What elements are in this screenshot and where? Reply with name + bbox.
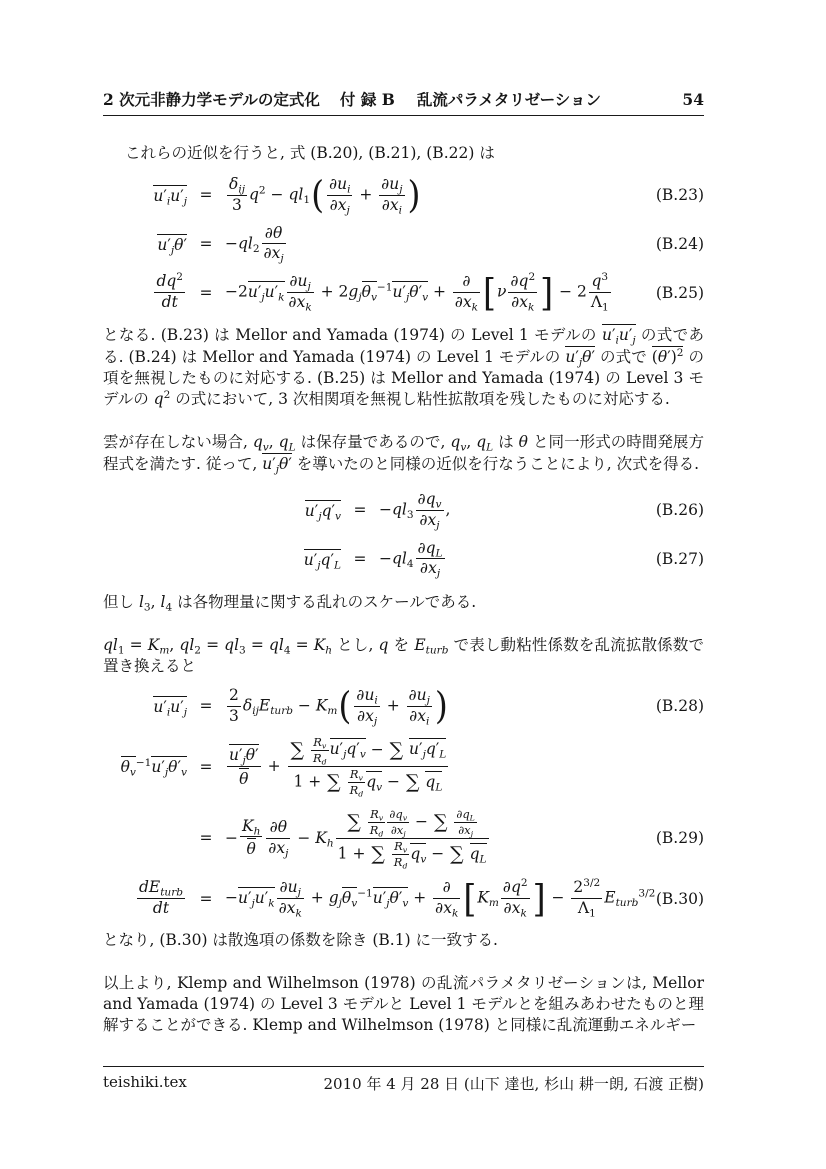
header-section-title: 2 次元非静力学モデルの定式化 xyxy=(103,90,320,109)
page-header xyxy=(103,0,704,116)
equation-rhs: $-ql_2$ $\frac{\partial\theta}{\partial x_j}$ xyxy=(225,223,284,266)
equation-relation: = xyxy=(199,186,213,205)
equation-lhs: $u'_jq'_v$ xyxy=(304,501,341,523)
equation-rhs: − $\frac{K_h}{\theta}$ $\frac{\partial\theta}{\partial x_j}$ − $K_h$ ∑ $\frac{R_v}{R_d}$ $\frac{\partial q_v}{\partial x_j}$ − ∑ $\frac{\partial q_L}{\partial x_j}$ 1 + ∑ $\frac{R_v}{R_d}$ $q_v$ − ∑ $q_L$ xyxy=(225,806,487,871)
equation-tag: (B.23) xyxy=(655,186,704,205)
equation-lhs: $dE_{turb}$ dt xyxy=(138,878,183,918)
paragraph-no-cloud: 雲が存在しない場合, $q_v$, $q_L$ は保存量であるので, $q_v$, $q_L$ は θ と同一形式の時間発展方程式を満たす. 従って, $u'_j\theta'$ を導いたのと同様の近似を行なうことにより, 次式を得る. xyxy=(103,432,704,476)
equation-rhs: $\frac{u'_j\theta'}{\theta}$ + ∑ $\frac{R_v}{R_d}$ $u'_jq'_v$ − ∑ $u'_jq'_L$ 1 + ∑ $\frac{R_v}{R_d}$ $q_v$ − ∑ $q_L$ xyxy=(229,734,447,800)
equation-rhs: $\frac{2}{3}$ $\delta_{ij}E_{turb} - K_m$( $\frac{\partial u_i}{\partial x_j}$ + $\frac{\partial u_j}{\partial x_i}$ ) xyxy=(229,684,448,728)
footer-date-authors: 2010 年 4 月 28 日 (山下 達也, 杉山 耕一朗, 石渡 正樹) xyxy=(323,1075,704,1093)
header-appendix-label: 付 録 B xyxy=(339,90,395,109)
page-content xyxy=(103,0,704,1036)
paragraph-substitution: $ql_1 = K_m$, $ql_2 = ql_3 = ql_4 = K_h$ とし, q を $E_{turb}$ で表し動粘性係数を乱流拡散係数で置き換えると xyxy=(103,636,705,676)
equation-rhs: $-u'_ju'_k$ $\frac{\partial u_j}{\partial x_k}$ + $g_j\theta_v^{-1}u'_j\theta'_v$ + ∂ $\partial x_k$ [$K_m$ $\frac{\partial q^2}{\partial x_k}$ ] − $\frac{2^{3/2}}{\Lambda_1}$ $E_{turb}^{3/2}$ xyxy=(225,876,656,920)
equation-relation: = xyxy=(199,234,213,253)
equation-relation: = xyxy=(199,283,213,302)
equation-lhs: $u'_jq'_L$ xyxy=(303,550,341,572)
equation-tag: (B.28) xyxy=(655,697,704,716)
equation-rhs: $-2u'_ju'_k$ $\frac{\partial u_j}{\partial x_k}$ + $2g_j\theta_v^{-1}u'_j\theta'_v$ + ∂ $\partial x_k$ [ν $\frac{\partial q^2}{\partial x_k}$ ] − 2 $\frac{q^3}{\Lambda_1}$ xyxy=(225,270,609,314)
equation-lhs: $\frac{dq^2}{dt}$ xyxy=(156,271,183,312)
header-chapter-title: 乱流パラメタリゼーション xyxy=(416,90,601,109)
paragraph-scale-note: 但し $l_3$, $l_4$ は各物理量に関する乱れのスケールである. xyxy=(103,593,477,614)
equation-lhs: $u'_j\theta'$ xyxy=(157,235,187,257)
equation-tag: (B.26) xyxy=(655,501,704,520)
equation-block-1 xyxy=(103,172,704,314)
equation-tag: (B.30) xyxy=(655,889,704,908)
paragraph-dissipation-note: となり, (B.30) は散逸項の係数を除き (B.1) に一致する. xyxy=(103,930,498,949)
equation-relation: = xyxy=(199,829,213,848)
equation-tag: (B.27) xyxy=(655,549,704,568)
equation-lhs: $u'_iu'_j$ xyxy=(153,698,187,719)
equation-relation: = xyxy=(353,549,367,568)
equation-tag: (B.24) xyxy=(655,234,704,253)
equation-block-3 xyxy=(103,684,704,920)
paragraph-intro: これらの近似を行うと, 式 (B.20), (B.21), (B.22) は xyxy=(125,144,495,162)
equation-tag: (B.25) xyxy=(655,283,704,302)
equation-block-2 xyxy=(103,491,704,578)
equation-relation: = xyxy=(199,889,213,908)
page-footer xyxy=(103,1066,704,1094)
equation-relation: = xyxy=(353,501,367,520)
paragraph-conclusion: 以上より, Klemp and Wilhelmson (1978) の乱流パラメタリゼーションは, Mellor and Yamada (1974) の Level 3 モデルと Level 1 モデルとを組みあわせたものと理解することができる. Klemp and Wilhelmson (1978) と同様に乱流運動エネルギー xyxy=(103,973,704,1034)
equation-tag: (B.29) xyxy=(655,829,704,848)
footer-filename: teishiki.tex xyxy=(103,1073,187,1091)
equation-lhs: $u'_iu'_j$ xyxy=(153,187,187,208)
equation-rhs: $-ql_3$ $\frac{\partial q_v}{\partial x_j}$ , xyxy=(379,489,451,532)
equation-relation: = xyxy=(199,697,213,716)
equation-rhs: $\delta_{ij}$ 3 $q^2 - ql_1$( $\frac{\partial u_i}{\partial x_j}$ + $\frac{\partial u_j}{\partial x_i}$ ) xyxy=(229,172,421,217)
equation-lhs: $\theta_v^{-1}u'_j\theta'_v$ xyxy=(120,757,187,780)
equation-rhs: $-ql_4$ $\frac{\partial q_L}{\partial x_j}$ xyxy=(379,538,443,580)
equation-relation: = xyxy=(199,757,213,776)
paragraph-model-correspondence: となる. (B.23) は Mellor and Yamada (1974) の Level 1 モデルの $u'_iu'_j$ の式である. (B.24) は Mellor and Yamada (1974) の Level 1 モデルの $u'_j\theta'$ の式で $(\theta')^2$ の項を無視したものに対応する. (B.25) は Mellor and Yamada (1974) の Level 3 モデルの $q^2$ の式において, 3 次相関項を無視し粘性拡散項を残したものに対応する. xyxy=(103,325,704,408)
page-number: 54 xyxy=(682,90,704,109)
